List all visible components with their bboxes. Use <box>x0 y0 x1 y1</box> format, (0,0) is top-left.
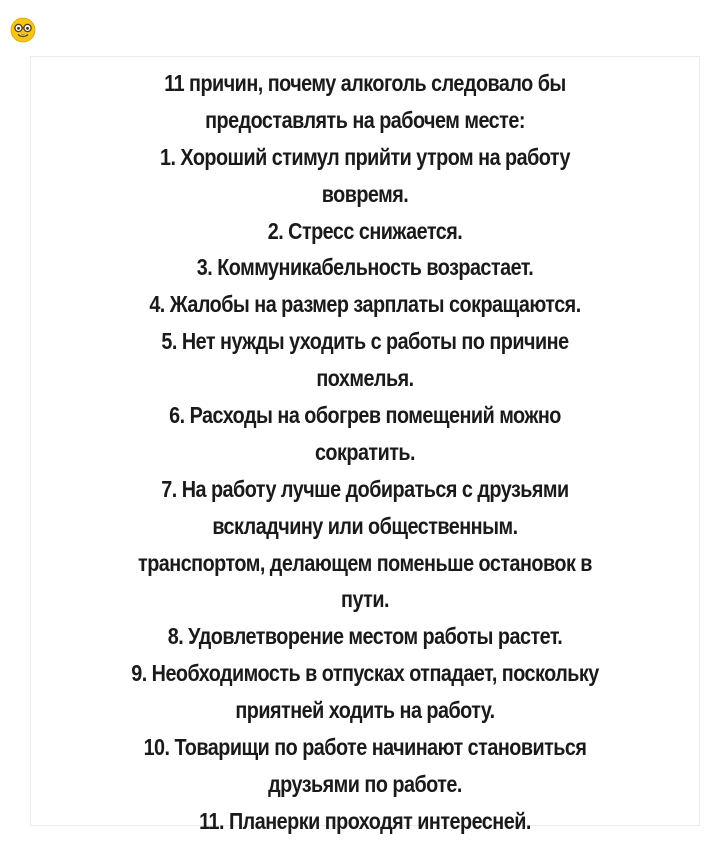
post-text <box>49 57 681 840</box>
reason-5-line-1: 5. Нет нужды уходить с работы по причине <box>161 328 569 355</box>
reason-1-line-2: вовремя. <box>321 180 409 207</box>
reason-6-line-2: сократить. <box>314 438 416 465</box>
reason-9-line-1: 9. Необходимость в отпусках отпадает, поскольку <box>131 660 599 687</box>
title-line-1: 11 причин, почему алкоголь следовало бы <box>164 70 566 96</box>
reason-10-line-2: друзьями по работе. <box>268 770 462 797</box>
nerd-face-emoji-icon <box>10 17 36 43</box>
reason-8: 8. Удовлетворение местом работы растет. <box>167 623 563 650</box>
post-card <box>30 56 700 834</box>
reason-10-line-1: 10. Товарищи по работе начинают становиться <box>143 734 587 761</box>
reason-7-line-2: вскладчину или общественным. <box>212 512 518 539</box>
title-line-2: предоставлять на рабочем месте: <box>205 106 525 133</box>
reason-7-line-4: пути. <box>341 586 389 613</box>
reason-7-line-3: транспортом, делающем поменьше остановок в <box>138 549 592 576</box>
reason-11: 11. Планерки проходят интересней. <box>199 807 531 834</box>
reason-7-line-1: 7. На работу лучше добираться с друзьями <box>161 475 569 502</box>
reason-6-line-1: 6. Расходы на обогрев помещений можно <box>169 402 561 429</box>
reason-3: 3. Коммуникабельность возрастает. <box>196 254 534 281</box>
reason-9-line-2: приятней ходить на работу. <box>235 697 495 724</box>
reason-2: 2. Стресс снижается. <box>267 217 463 244</box>
reason-5-line-2: похмелья. <box>316 365 414 392</box>
reason-1-line-1: 1. Хороший стимул прийти утром на работу <box>159 143 571 170</box>
reason-4: 4. Жалобы на размер зарплаты сокращаются. <box>149 291 581 318</box>
